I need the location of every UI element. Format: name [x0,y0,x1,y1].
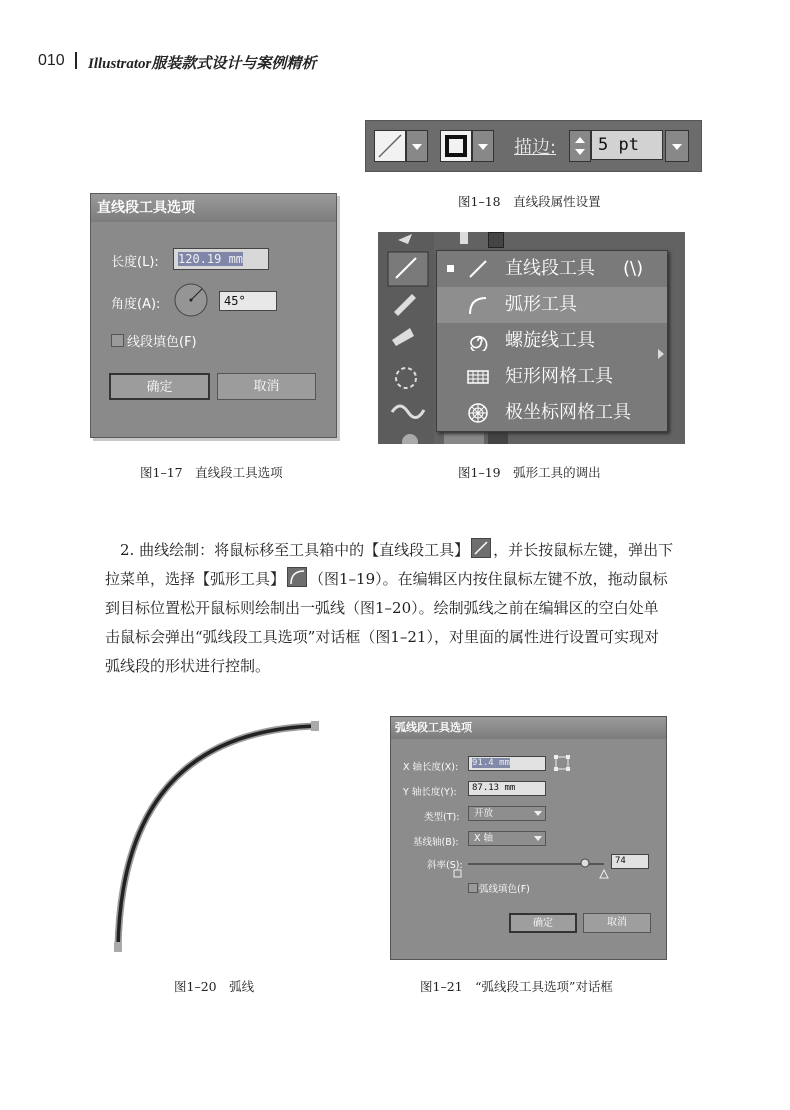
spiral-icon [467,331,489,351]
menu-item-label: 螺旋线工具 [505,330,595,351]
menu-item-line-segment-tool[interactable] [437,251,667,287]
x-axis-length-value: 91.4 mm [472,758,510,768]
slope-label: 斜率(S): [427,860,463,871]
line-tool-flyout-menu [436,250,668,432]
stroke-swatch-black[interactable] [440,130,472,162]
page-number: 010 [38,52,65,69]
baseline-axis-label: 基线轴(B): [413,837,459,848]
selected-bullet-icon [447,265,454,272]
slope-input[interactable]: 74 [611,854,649,869]
toolbox-icon-fragment [488,432,508,444]
arc-icon [467,295,489,315]
slash-icon [375,131,405,161]
arc-tool-icon [287,567,307,587]
body-text: 拉菜单，选择【弧形工具】 [105,570,286,588]
length-label: 长度(L): [111,255,159,270]
toolbox-icon-fragment [460,232,468,244]
stroke-square-icon [441,131,471,161]
menu-item-shortcut: (\) [623,258,644,279]
arc-fill-checkbox[interactable] [468,883,478,893]
slope-slider-thumb[interactable] [580,857,590,869]
body-text: 到目标位置松开鼠标则绘制出一弧线（图1–20）。绘制弧线之前在编辑区的空白处单 [105,599,659,617]
y-axis-length-label: Y 轴长度(Y): [403,787,457,798]
caption-fig21: 图1–21 “弧线段工具选项”对话框 [420,979,613,994]
menu-item-rect-grid-tool[interactable] [437,359,667,395]
menu-item-spiral-tool[interactable] [437,323,667,359]
line-segment-tool-icon [471,538,491,558]
reference-point-icon[interactable] [554,755,570,771]
caption-fig17: 图1–17 直线段工具选项 [140,465,283,480]
caption-fig19: 图1–19 弧形工具的调出 [458,465,601,480]
stroke-swatch-none[interactable] [374,130,406,162]
length-value: 120.19 mm [178,252,244,266]
type-label: 类型(T): [424,812,460,823]
ok-button[interactable]: 确定 [109,373,210,400]
menu-item-label: 矩形网格工具 [505,366,613,387]
menu-item-label: 弧形工具 [505,294,577,315]
ok-button[interactable]: 确定 [509,913,577,933]
header-divider [75,52,77,69]
body-text: 2. 曲线绘制：将鼠标移至工具箱中的【直线段工具】 [120,541,470,559]
angle-dial-icon [173,282,209,318]
menu-item-label: 直线段工具 [505,258,595,279]
convex-icon [599,869,609,879]
submenu-arrow-icon [657,348,665,360]
baseline-axis-value: X 轴 [474,833,494,844]
tool-flyout-screenshot [378,232,685,444]
stroke-dropdown-arrow[interactable] [406,130,428,162]
stroke-stepper[interactable] [569,130,591,162]
stroke-toolbar [365,120,702,172]
cancel-button[interactable]: 取消 [583,913,651,933]
arc-fill-label: 弧线填色(F) [479,884,530,895]
dialog-title: 直线段工具选项 [91,194,336,222]
rect-grid-icon [467,367,489,387]
menu-item-arc-tool[interactable] [437,287,667,323]
stroke-label: 描边: [514,137,557,158]
triangle-down-icon [473,131,493,161]
stroke-weight-input[interactable]: 5 pt [591,130,663,160]
angle-label: 角度(A): [111,297,161,312]
y-axis-length-input[interactable]: 87.13 mm [468,781,546,796]
body-text: 击鼠标会弹出“弧线段工具选项”对话框（图1–21），对里面的属性进行设置可实现对 [105,628,659,646]
stepper-arrows-icon [570,131,590,161]
baseline-axis-select[interactable] [468,831,546,846]
toolbox-icons [378,232,434,444]
chevron-down-icon [534,836,542,842]
arc-segment-dialog [390,716,667,960]
concave-icon [453,869,463,879]
fill-checkbox[interactable] [111,334,124,347]
dialog-title: 弧线段工具选项 [391,717,666,739]
toolbox-icon-fragment [488,232,504,248]
toolbox-column [378,232,434,444]
line-icon [467,259,489,279]
arc-start-anchor [114,942,122,952]
angle-dial[interactable] [173,282,209,318]
body-text: 弧线段的形状进行控制。 [105,657,271,675]
line-segment-dialog [90,193,337,438]
body-text: （图1–19）。在编辑区内按住鼠标左键不放，拖动鼠标 [309,570,668,588]
angle-input[interactable]: 45° [219,291,277,311]
fill-dropdown-arrow[interactable] [472,130,494,162]
length-input[interactable] [173,248,269,270]
x-axis-length-input[interactable] [468,756,546,771]
arc-drawing [108,716,323,956]
polar-grid-icon [467,403,489,423]
menu-item-polar-grid-tool[interactable] [437,395,667,431]
type-value: 开放 [474,808,494,819]
toolbox-icon-fragment [444,432,484,444]
triangle-down-icon [666,131,688,161]
type-select[interactable] [468,806,546,821]
book-title: Illustrator服装款式设计与案例精析 [88,56,317,72]
body-text: ，并长按鼠标左键，弹出下 [493,541,674,559]
caption-fig18: 图1–18 直线段属性设置 [458,194,601,209]
cancel-button[interactable]: 取消 [217,373,316,400]
triangle-down-icon [407,131,427,161]
arc-endpoint-anchor [311,721,319,731]
chevron-down-icon [534,811,542,817]
caption-fig20: 图1–20 弧线 [174,979,255,994]
stroke-weight-dropdown[interactable] [665,130,689,162]
body-paragraph [105,536,695,681]
x-axis-length-label: X 轴长度(X): [403,762,459,773]
menu-item-label: 极坐标网格工具 [505,402,631,423]
fill-label: 线段填色(F) [127,335,197,350]
